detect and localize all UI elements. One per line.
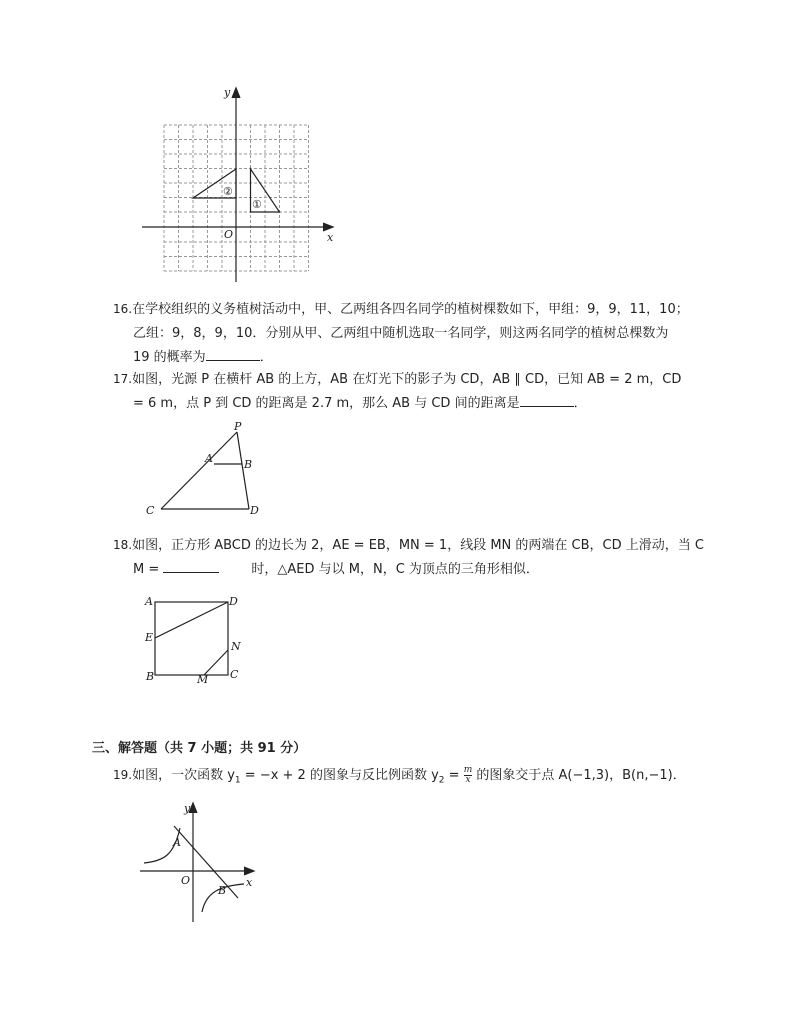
y-axis-label: y (224, 86, 231, 99)
answer-blank[interactable] (206, 346, 260, 361)
triangle-1-label: ① (252, 198, 262, 211)
question-number: 19. (113, 768, 133, 782)
q19-text-c: = (444, 768, 464, 783)
vertex-c-label: C (230, 668, 239, 681)
origin-label: O (181, 874, 191, 887)
question-16 (113, 297, 713, 370)
triangle-2-label: ② (223, 185, 233, 198)
point-c-label: C (146, 504, 155, 517)
point-b-label: B (244, 458, 253, 471)
q16-line3b: ． (259, 350, 273, 365)
q17-line1: 如图，光源 P 在横杆 AB 的上方，AB 在灯光下的影子为 CD，AB ∥ CD，已知 AB = 2 m，CD (132, 372, 682, 387)
q18-line1: 如图，正方形 ABCD 的边长为 2，AE = EB，MN = 1，线段 MN 的两端在 CB，CD 上滑动，当 C (132, 538, 704, 553)
answer-blank[interactable] (520, 392, 574, 407)
q17-line2b: ． (573, 396, 587, 411)
vertex-d-label: D (229, 595, 238, 608)
square-figure (140, 592, 250, 688)
fraction-m-over-x: $\frac{m}{x}$ (463, 765, 473, 785)
function-graph-figure (136, 800, 262, 928)
q16-line1: 在学校组织的义务植树活动中，甲、乙两组各四名同学的植树棵数如下，甲组：9，9，11，10； (132, 302, 689, 317)
q19-text-a: 如图，一次函数 y (132, 768, 235, 783)
q19-sub2: 2 (438, 775, 445, 786)
x-axis-label: x (327, 231, 334, 244)
section-title: 三、解答题（共 7 小题；共 91 分） (92, 741, 307, 756)
q16-line3a: 19 的概率为 (133, 350, 206, 365)
point-a-label: A (173, 836, 181, 849)
point-a-label: A (205, 452, 213, 465)
question-18 (113, 533, 713, 582)
grid-figure (136, 82, 336, 286)
q19-text-d: 的图象交于点 A(−1,3)，B(n,−1)． (472, 768, 686, 783)
q19-text-b: = −x + 2 的图象与反比例函数 y (240, 768, 439, 783)
point-m-label: M (197, 673, 209, 686)
q18-line2a: M = (133, 562, 160, 577)
question-number: 17. (113, 372, 133, 386)
point-b-label: B (218, 884, 227, 897)
x-axis-label: x (246, 876, 253, 889)
vertex-a-label: A (145, 595, 153, 608)
question-number: 18. (113, 538, 133, 552)
light-source-figure (140, 422, 270, 520)
point-e-label: E (145, 631, 154, 644)
q17-line2a: = 6 m，点 P 到 CD 的距离是 2.7 m，那么 AB 与 CD 间的距离是 (133, 396, 520, 411)
point-p-label: P (234, 422, 242, 433)
q16-line2: 乙组：9，8，9，10．分别从甲、乙两组中随机选取一名同学，则这两名同学的植树总棵数为 (133, 326, 669, 341)
q19-sub1: 1 (234, 775, 241, 786)
question-17 (113, 367, 713, 416)
q18-line2b: 时，△AED 与以 M，N，C 为顶点的三角形相似． (251, 562, 539, 577)
point-d-label: D (250, 504, 259, 517)
point-n-label: N (231, 640, 241, 653)
question-19 (113, 763, 713, 793)
origin-label: O (224, 228, 234, 241)
answer-blank[interactable] (163, 558, 219, 573)
vertex-b-label: B (146, 670, 155, 683)
question-number: 16. (113, 302, 133, 316)
y-axis-label: y (184, 802, 191, 815)
